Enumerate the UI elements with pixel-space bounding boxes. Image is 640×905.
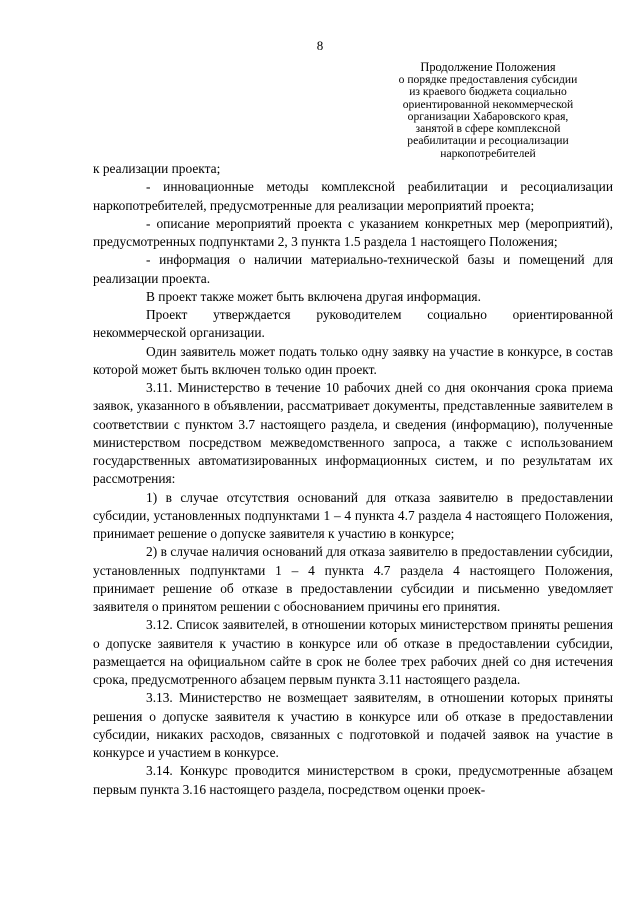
paragraph: 3.11. Министерство в течение 10 рабочих дней со дня окончания срока приема заявок, указанного в объявлении, рассматривает документы, представленные заявителем в соответствии с пунктом 3.7 настоящего раздела, и сведения (информацию), полученные министерством посредством межведомственного запроса, а также с использованием государственных автоматизированных информационных систем, и по результатам их рассмотрения: <box>93 380 613 487</box>
header-line: организации Хабаровского края, <box>407 109 569 123</box>
document-header <box>378 60 598 160</box>
header-line: из краевого бюджета социально <box>409 85 567 99</box>
paragraph: - инновационные методы комплексной реабилитации и ресоциализации наркопотребителей, предусмотренные для реализации мероприятий проекта; <box>93 179 613 213</box>
paragraph: 3.12. Список заявителей, в отношении которых министерством приняты решения о допуске заявителя к участию в конкурсе или об отказе в предоставлении субсидии, размещается на официальном сайте в срок не более трех рабочих дней со дня истечения срока, предусмотренного абзацем первым пункта 3.11 настоящего раздела. <box>93 617 613 687</box>
header-line: занятой в сфере комплексной <box>415 122 561 136</box>
page-number: 8 <box>316 38 324 53</box>
header-line: о порядке предоставления субсидии <box>398 73 578 86</box>
paragraph: 1) в случае отсутствия оснований для отказа заявителю в предоставлении субсидии, установленных подпунктами 1 – 4 пункта 4.7 раздела 4 настоящего Положения, принимает решение о допуске заявителя к участию в конкурсе; <box>93 489 613 541</box>
paragraph: - информация о наличии материально-технической базы и помещений для реализации проекта. <box>93 252 613 286</box>
paragraph: - описание мероприятий проекта с указанием конкретных мер (мероприятий), предусмотренных подпунктами 2, 3 пункта 1.5 раздела 1 настоящего Положения; <box>93 215 613 249</box>
document-body <box>93 160 613 799</box>
header-line: реабилитации и ресоциализации <box>407 134 569 148</box>
paragraph: 3.13. Министерство не возмещает заявителям, в отношении которых приняты решения о допуске заявителя к участию в конкурсе или об отказе в предоставлении субсидии, никаких расходов, связанных с подготовкой и подачей заявок на участие в конкурсе и участием в конкурсе. <box>93 690 613 760</box>
header-title: Продолжение Положения <box>420 60 556 74</box>
paragraph: 2) в случае наличия оснований для отказа заявителю в предоставлении субсидии, установленных подпунктами 1 – 4 пункта 4.7 раздела 4 настоящего Положения, принимает решение об отказе в предоставлении субсидии и письменно уведомляет заявителя о принятом решении с обоснованием причины его принятия. <box>93 544 613 614</box>
paragraph: В проект также может быть включена другая информация. <box>146 288 481 304</box>
paragraph: Один заявитель может подать только одну заявку на участие в конкурсе, в состав которой может быть включен только один проект. <box>93 343 613 377</box>
paragraph: к реализации проекта; <box>93 161 221 176</box>
header-line: наркопотребителей <box>440 146 536 160</box>
paragraph: 3.14. Конкурс проводится министерством в сроки, предусмотренные абзацем первым пункта 3.16 настоящего раздела, посредством оценки проек- <box>93 763 613 797</box>
paragraph: Проект утверждается руководителем социально ориентированной некоммерческой организации. <box>93 307 613 341</box>
header-line: ориентированной некоммерческой <box>402 97 574 111</box>
